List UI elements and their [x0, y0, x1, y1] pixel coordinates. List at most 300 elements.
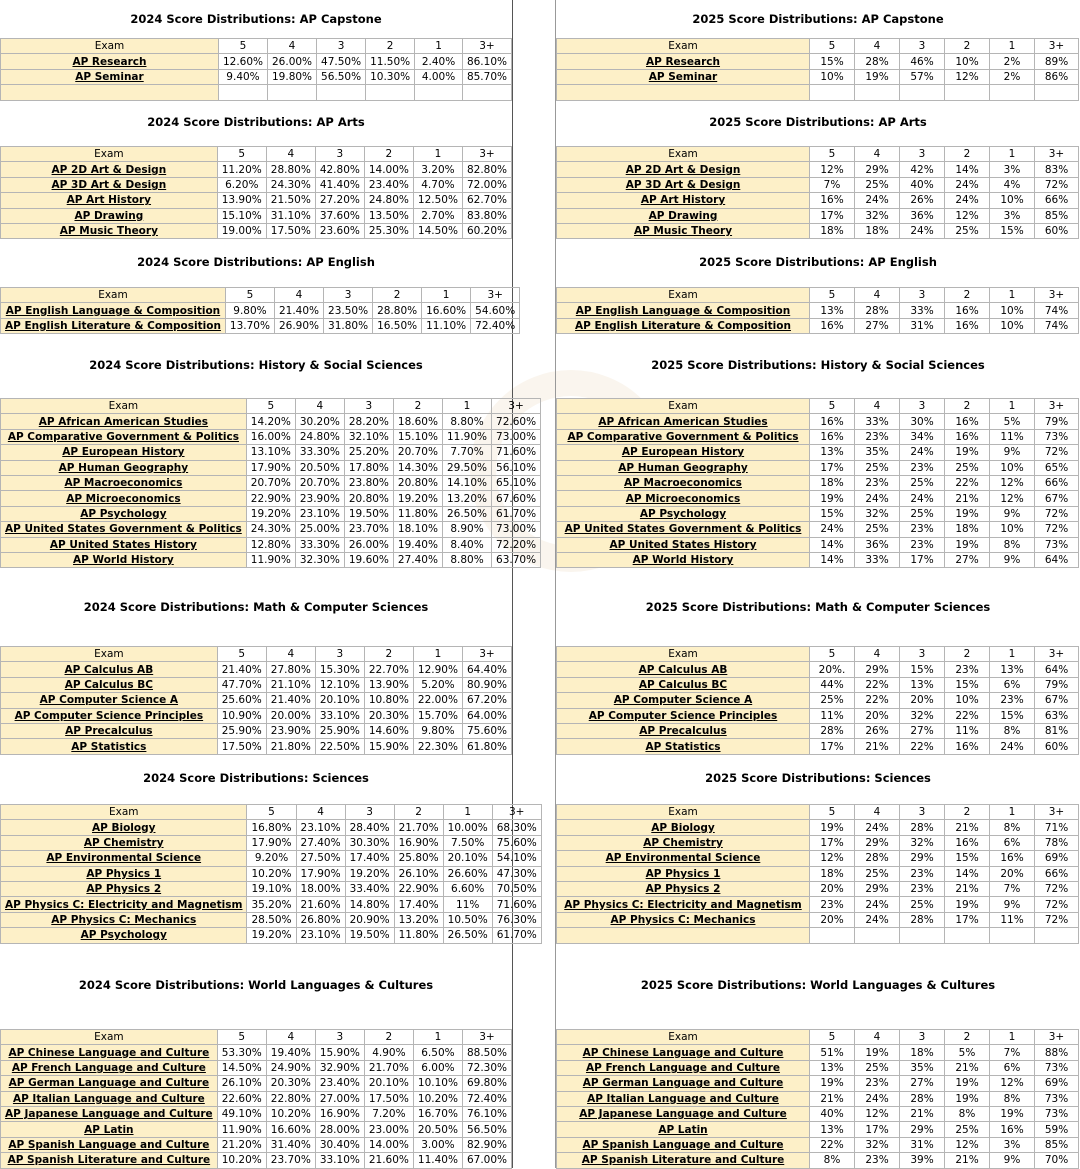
exam-name	[1, 1153, 218, 1168]
score-value: 29%	[855, 835, 900, 850]
header-score: 3	[315, 147, 364, 162]
header-score: 5	[810, 647, 855, 662]
table-row	[557, 1091, 1079, 1106]
score-value: 19%	[945, 537, 990, 552]
table-row	[557, 162, 1079, 177]
score-value: 21%	[945, 491, 990, 506]
header-score: 1	[990, 399, 1035, 414]
header-exam: Exam	[1, 647, 218, 662]
score-value: 63.70%	[492, 552, 541, 567]
table-row	[557, 1076, 1079, 1091]
score-value: 15%	[990, 223, 1035, 238]
score-value: 33.40%	[345, 881, 394, 896]
header-score: 1	[990, 147, 1035, 162]
exam-name	[557, 866, 810, 881]
score-value: 39%	[900, 1153, 945, 1168]
score-value: 66%	[1035, 475, 1079, 490]
score-value: 24.90%	[266, 1060, 315, 1075]
table-row	[1, 1153, 512, 1168]
header-score: 5	[217, 647, 266, 662]
score-value: 33.10%	[315, 1153, 364, 1168]
score-value: 24%	[990, 739, 1035, 754]
score-value: 14.50%	[217, 1060, 266, 1075]
score-value: 10.10%	[413, 1076, 462, 1091]
score-value: 26%	[855, 723, 900, 738]
score-value: 3%	[990, 1137, 1035, 1152]
score-value: 2%	[990, 69, 1035, 84]
table-header-row	[1, 147, 512, 162]
exam-name	[557, 1076, 810, 1091]
score-value: 10%	[990, 303, 1035, 318]
exam-name-text: AP Psychology	[80, 929, 167, 942]
score-value: 28%	[855, 851, 900, 866]
score-value: 13.70%	[225, 318, 274, 333]
score-value: 8%	[945, 1106, 990, 1121]
table-row	[1, 851, 542, 866]
header-score: 4	[266, 647, 315, 662]
score-value: 19.50%	[344, 506, 393, 521]
header-score: 4	[268, 39, 317, 54]
score-value: 19.10%	[247, 881, 296, 896]
header-score: 3	[324, 288, 373, 303]
exam-name	[557, 739, 810, 754]
score-value: 85.70%	[462, 69, 511, 84]
score-value: 18%	[810, 475, 855, 490]
header-score: 3+	[1035, 1030, 1079, 1045]
exam-name-text: AP Psychology	[639, 507, 727, 520]
score-value: 2%	[990, 54, 1035, 69]
exam-name-text: AP Physics 1	[86, 867, 162, 880]
section-title: 2024 Score Distributions: AP Capstone	[130, 12, 382, 26]
score-value: 28%	[900, 820, 945, 835]
score-value: 26.90%	[274, 318, 323, 333]
header-score: 4	[855, 805, 900, 820]
score-value: 15%	[900, 662, 945, 677]
score-value: 21%	[945, 820, 990, 835]
score-value: 7%	[810, 177, 855, 192]
score-value: 29%	[900, 851, 945, 866]
score-value: 13%	[900, 677, 945, 692]
score-value: 8%	[990, 820, 1035, 835]
exam-name-text: AP Chinese Language and Culture	[8, 1046, 210, 1059]
score-value: 41.40%	[315, 177, 364, 192]
exam-name-text: AP Drawing	[74, 209, 144, 222]
score-value: 73.00%	[492, 429, 541, 444]
score-value: 16%	[810, 429, 855, 444]
score-value: 10%	[990, 193, 1035, 208]
header-score: 3	[900, 1030, 945, 1045]
score-value: 27.20%	[315, 193, 364, 208]
score-value: 22.60%	[217, 1091, 266, 1106]
score-value: 15.10%	[217, 208, 266, 223]
table-row	[1, 677, 512, 692]
header-score: 4	[855, 288, 900, 303]
header-score: 3	[900, 147, 945, 162]
exam-name	[557, 522, 810, 537]
score-value: 13%	[810, 303, 855, 318]
section-title: 2025 Score Distributions: AP Capstone	[692, 12, 944, 26]
exam-name-text: AP Environmental Science	[605, 852, 761, 865]
score-value: 23%	[900, 522, 945, 537]
header-score: 3	[900, 288, 945, 303]
score-value: 25.90%	[315, 723, 364, 738]
exam-name-text: AP Research	[72, 55, 147, 68]
exam-name-text: AP Spanish Language and Culture	[582, 1138, 784, 1151]
score-value: 12%	[990, 1076, 1035, 1091]
header-score: 2	[373, 288, 422, 303]
score-value: 23%	[900, 866, 945, 881]
score-value: 32%	[900, 835, 945, 850]
section-title: 2024 Score Distributions: Math & Computer Sciences	[83, 600, 429, 614]
exam-name	[557, 506, 810, 521]
score-value: 12.50%	[413, 193, 462, 208]
table-header-row	[557, 399, 1079, 414]
exam-name	[1, 552, 247, 567]
exam-name-text: AP Microeconomics	[625, 492, 741, 505]
score-value: 64.40%	[462, 662, 511, 677]
exam-name-text: AP Microeconomics	[66, 492, 181, 505]
exam-name-text: AP Drawing	[648, 209, 718, 222]
score-value: 19.00%	[217, 223, 266, 238]
header-score: 3	[900, 399, 945, 414]
table-header-row	[557, 288, 1079, 303]
table-row	[1, 162, 512, 177]
score-value: 24%	[810, 522, 855, 537]
score-value: 24%	[945, 193, 990, 208]
exam-name	[1, 506, 247, 521]
section-title: 2025 Score Distributions: AP English	[699, 255, 937, 269]
score-value: 28.00%	[315, 1122, 364, 1137]
exam-name	[557, 835, 810, 850]
score-value: 28.80%	[266, 162, 315, 177]
score-value: 6.50%	[413, 1045, 462, 1060]
score-value: 21%	[900, 1106, 945, 1121]
exam-name	[557, 1153, 810, 1168]
score-value: 20.50%	[413, 1122, 462, 1137]
score-value: 10%	[945, 54, 990, 69]
table-row	[557, 1060, 1079, 1075]
score-value: 29%	[900, 1122, 945, 1137]
score-value: 42%	[900, 162, 945, 177]
score-table	[556, 287, 1079, 334]
exam-name	[557, 851, 810, 866]
score-value: 12.90%	[413, 662, 462, 677]
exam-name	[1, 460, 247, 475]
score-value: 20%	[990, 866, 1035, 881]
score-value: 19.40%	[266, 1045, 315, 1060]
table-row	[557, 1122, 1079, 1137]
exam-name-text: AP Calculus AB	[64, 663, 154, 676]
exam-name-text: AP Physics 1	[645, 867, 721, 880]
score-value: 11%	[945, 723, 990, 738]
score-value: 11%	[443, 897, 492, 912]
score-value: 8%	[990, 723, 1035, 738]
score-value: 23.60%	[315, 223, 364, 238]
score-value: 57%	[900, 69, 945, 84]
score-value: 13.50%	[364, 208, 413, 223]
section-title: 2024 Score Distributions: History & Social Sciences	[89, 358, 423, 372]
score-value: 14.80%	[345, 897, 394, 912]
header-score: 5	[247, 805, 296, 820]
score-value: 12.80%	[246, 537, 295, 552]
table-row	[557, 677, 1079, 692]
score-value: 16%	[945, 303, 990, 318]
score-value: 42.80%	[315, 162, 364, 177]
score-value: 24.80%	[364, 193, 413, 208]
exam-name	[1, 177, 218, 192]
score-value: 28%	[810, 723, 855, 738]
header-score: 2	[945, 399, 990, 414]
header-score: 4	[274, 288, 323, 303]
score-value: 32%	[900, 708, 945, 723]
score-value: 85%	[1035, 1137, 1079, 1152]
score-value: 12%	[810, 851, 855, 866]
exam-name	[1, 897, 247, 912]
exam-name-text: AP Computer Science Principles	[588, 709, 778, 722]
header-score: 1	[415, 39, 463, 54]
score-value: 72.40%	[462, 1091, 511, 1106]
score-value: 26.00%	[344, 537, 393, 552]
score-value: 22.00%	[413, 693, 462, 708]
header-score: 5	[218, 39, 267, 54]
score-value: 27%	[945, 552, 990, 567]
score-value: 56.10%	[492, 460, 541, 475]
header-score: 2	[366, 39, 415, 54]
table-row	[1, 69, 512, 84]
score-value: 30.40%	[315, 1137, 364, 1152]
header-score: 5	[810, 805, 855, 820]
table-row	[1, 1076, 512, 1091]
score-value: 4.90%	[364, 1045, 413, 1060]
score-value: 24%	[900, 223, 945, 238]
score-value: 72%	[1035, 445, 1079, 460]
score-value: 67.60%	[492, 491, 541, 506]
score-value: 16.50%	[373, 318, 422, 333]
score-value: 19%	[810, 491, 855, 506]
exam-name-text: AP French Language and Culture	[585, 1061, 781, 1074]
score-value: 67%	[1035, 491, 1079, 506]
table-row	[1, 881, 542, 896]
exam-name-text: AP Chemistry	[83, 836, 164, 849]
score-value: 12%	[990, 475, 1035, 490]
score-value: 25%	[945, 1122, 990, 1137]
exam-name	[1, 677, 218, 692]
score-value: 16%	[810, 193, 855, 208]
score-value: 31%	[900, 318, 945, 333]
column-gutter	[512, 0, 556, 1168]
score-value: 25%	[855, 177, 900, 192]
score-value: 20.70%	[295, 475, 344, 490]
table-row	[557, 912, 1079, 927]
score-value: 73%	[1035, 1060, 1079, 1075]
exam-name	[1, 928, 247, 943]
header-score: 4	[855, 647, 900, 662]
table-row	[1, 193, 512, 208]
score-value: 22%	[900, 739, 945, 754]
score-value: 40%	[810, 1106, 855, 1121]
score-value: 11.50%	[366, 54, 415, 69]
score-value: 6%	[990, 1060, 1035, 1075]
header-exam: Exam	[1, 805, 247, 820]
score-value: 26.50%	[443, 928, 492, 943]
score-value: 13.20%	[442, 491, 491, 506]
score-value: 21%	[945, 1153, 990, 1168]
exam-name-text: AP 2D Art & Design	[625, 163, 741, 176]
table-row	[1, 1137, 512, 1152]
exam-name-text: AP United States History	[609, 538, 757, 551]
exam-name	[1, 739, 218, 754]
score-value: 64.00%	[462, 708, 511, 723]
score-value: 8%	[990, 537, 1035, 552]
table-row	[557, 303, 1079, 318]
header-score: 5	[217, 147, 266, 162]
exam-name-text: AP Japanese Language and Culture	[5, 1108, 213, 1121]
exam-name-text: AP Italian Language and Culture	[12, 1092, 205, 1105]
score-value: 27%	[900, 723, 945, 738]
table-row	[557, 897, 1079, 912]
score-value: 15%	[945, 851, 990, 866]
exam-name	[1, 208, 218, 223]
score-value: 23%	[810, 897, 855, 912]
score-value: 14.30%	[393, 460, 442, 475]
score-value: 21.40%	[274, 303, 323, 318]
table-row	[1, 1091, 512, 1106]
score-value: 25%	[855, 1060, 900, 1075]
score-value: 7%	[990, 1045, 1035, 1060]
section-title: 2025 Score Distributions: AP Arts	[709, 115, 927, 129]
table-header-row	[557, 39, 1079, 54]
score-value: 31.40%	[266, 1137, 315, 1152]
exam-name-text: AP Chemistry	[643, 836, 723, 849]
exam-name	[557, 318, 810, 333]
score-value: 18%	[945, 522, 990, 537]
score-value: 28.20%	[344, 414, 393, 429]
score-value: 9.40%	[218, 69, 267, 84]
exam-name	[1, 1106, 218, 1121]
score-value: 16.90%	[315, 1106, 364, 1121]
table-row	[1, 223, 512, 238]
exam-name-text: AP French Language and Culture	[11, 1061, 206, 1074]
header-score: 3+	[462, 147, 511, 162]
score-value: 37.60%	[315, 208, 364, 223]
score-value: 19%	[810, 820, 855, 835]
score-value: 14.60%	[364, 723, 413, 738]
header-score: 3+	[492, 399, 541, 414]
score-value: 17.90%	[247, 835, 296, 850]
score-value: 17.50%	[364, 1091, 413, 1106]
header-score: 1	[413, 647, 462, 662]
score-value: 10.30%	[366, 69, 415, 84]
exam-name-text: AP Environmental Science	[46, 852, 202, 865]
section-title: 2025 Score Distributions: History & Social Sciences	[651, 358, 985, 372]
score-value: 19.20%	[345, 866, 394, 881]
exam-name	[1, 1076, 218, 1091]
score-value: 24%	[855, 1091, 900, 1106]
header-score: 5	[225, 288, 274, 303]
score-value: 9%	[990, 1153, 1035, 1168]
score-value: 21.60%	[364, 1153, 413, 1168]
score-value: 72%	[1035, 506, 1079, 521]
score-value: 3.00%	[413, 1137, 462, 1152]
exam-name	[1, 1122, 218, 1137]
score-value: 82.80%	[462, 162, 511, 177]
exam-name-text: AP Statistics	[645, 740, 721, 753]
score-value: 21%	[945, 1060, 990, 1075]
header-score: 1	[990, 288, 1035, 303]
header-score: 3	[900, 647, 945, 662]
score-value: 35%	[900, 1060, 945, 1075]
score-value: 14.00%	[364, 1137, 413, 1152]
score-value: 80.90%	[462, 677, 511, 692]
score-value: 15.90%	[364, 739, 413, 754]
exam-name-text: AP Computer Science Principles	[14, 709, 204, 722]
score-value: 15.90%	[315, 1045, 364, 1060]
score-value: 28.80%	[373, 303, 422, 318]
header-score: 5	[217, 1030, 266, 1045]
score-value: 27%	[900, 1076, 945, 1091]
column-2025	[556, 0, 1080, 1168]
table-row	[557, 491, 1079, 506]
table-row	[1, 708, 512, 723]
header-exam: Exam	[1, 399, 247, 414]
header-score: 1	[443, 805, 492, 820]
score-value: 72.20%	[492, 537, 541, 552]
table-row	[557, 475, 1079, 490]
exam-name	[1, 1060, 218, 1075]
table-row	[1, 506, 541, 521]
header-score: 2	[945, 39, 990, 54]
exam-name-text: AP Psychology	[80, 507, 167, 520]
score-value: 29%	[855, 881, 900, 896]
exam-name-text: AP African American Studies	[38, 415, 209, 428]
score-value: 25.60%	[217, 693, 266, 708]
exam-name	[557, 414, 810, 429]
score-value: 17%	[810, 739, 855, 754]
score-value: 10.80%	[364, 693, 413, 708]
header-score: 5	[810, 399, 855, 414]
score-value: 11%	[990, 912, 1035, 927]
score-value: 23%	[855, 429, 900, 444]
score-value: 75.60%	[492, 835, 541, 850]
header-exam: Exam	[1, 1030, 218, 1045]
score-value: 24%	[855, 897, 900, 912]
table-row	[557, 820, 1079, 835]
score-value: 22%	[810, 1137, 855, 1152]
score-value: 11.90%	[442, 429, 491, 444]
table-row	[1, 928, 542, 943]
score-value: 14.50%	[413, 223, 462, 238]
score-value: 4.70%	[413, 177, 462, 192]
exam-name	[1, 835, 247, 850]
score-value: 6.00%	[413, 1060, 462, 1075]
score-value: 79%	[1035, 677, 1079, 692]
score-value: 24%	[855, 193, 900, 208]
exam-name	[557, 177, 810, 192]
exam-name	[1, 1137, 218, 1152]
score-value: 73%	[1035, 537, 1079, 552]
score-value: 19%	[945, 1076, 990, 1091]
header-exam: Exam	[557, 147, 810, 162]
score-value: 70%	[1035, 1153, 1079, 1168]
score-value: 14%	[945, 162, 990, 177]
score-value: 20.50%	[295, 460, 344, 475]
exam-name	[557, 1122, 810, 1137]
score-value: 81%	[1035, 723, 1079, 738]
score-table	[0, 804, 542, 944]
score-value: 61.70%	[492, 506, 541, 521]
score-value: 27.00%	[315, 1091, 364, 1106]
header-score: 1	[990, 647, 1035, 662]
